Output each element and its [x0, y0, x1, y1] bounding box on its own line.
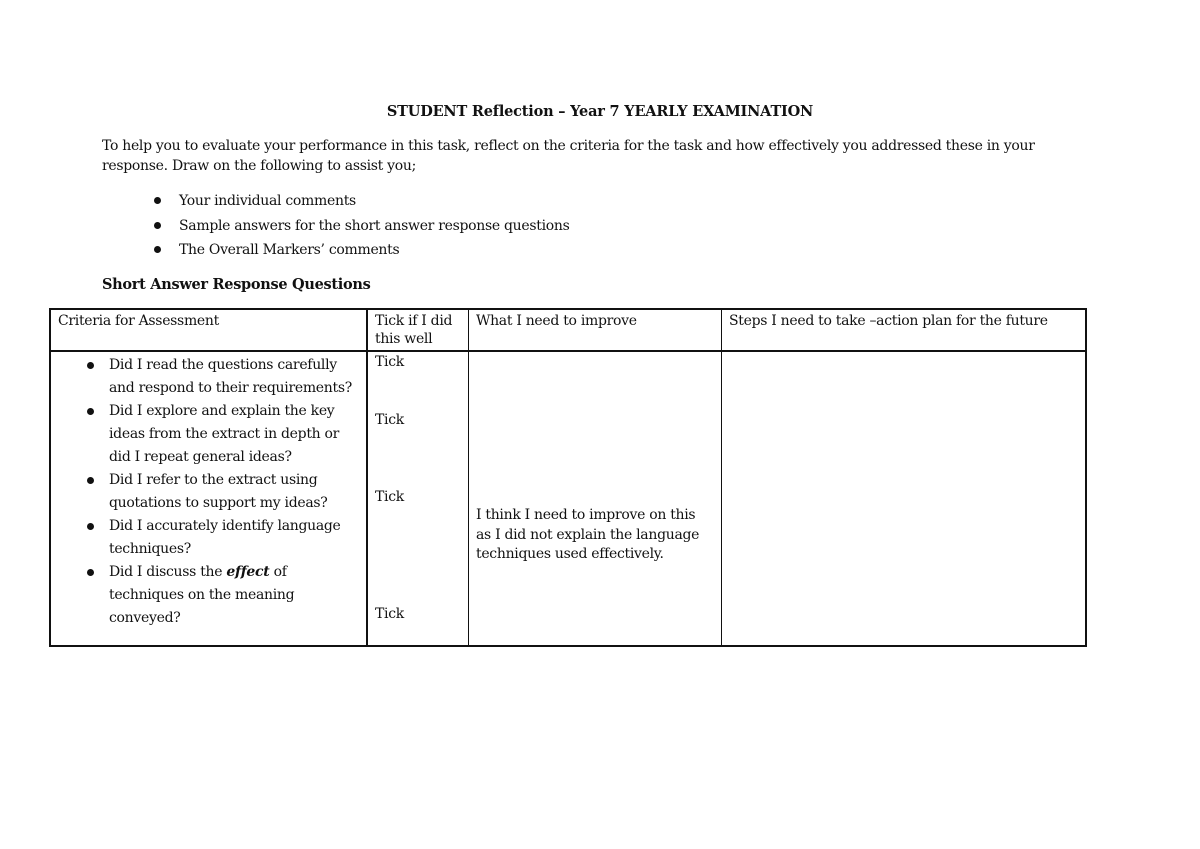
page-title: STUDENT Reflection – Year 7 YEARLY EXAMINATION [386, 103, 814, 120]
bullet-icon [87, 408, 94, 415]
criteria-text: Did I accurately identify language techniques? [109, 518, 341, 557]
criteria-item [51, 354, 366, 400]
header-steps-label: Steps I need to take –action plan for the future [729, 313, 1048, 329]
reflection-table [49, 308, 1087, 647]
header-tick-label: Tick if I did this well [375, 313, 453, 347]
table-header-row [50, 309, 1086, 351]
criteria-text: Did I read the questions carefully and respond to their requirements? [109, 357, 352, 396]
list-item-text: The Overall Markers’ comments [179, 242, 400, 258]
bullet-icon [87, 569, 94, 576]
bullet-icon [154, 222, 161, 229]
intro-paragraph: To help you to evaluate your performance in this task, reflect on the criteria for the task and how effectively you addressed these in your response. Draw on the following to assist you; [102, 138, 1035, 174]
list-item-text: Your individual comments [179, 193, 356, 209]
section-heading: Short Answer Response Questions [102, 276, 371, 293]
header-improve-label: What I need to improve [476, 313, 637, 329]
resource-list [152, 191, 570, 265]
header-tick [367, 309, 469, 351]
header-criteria [50, 309, 367, 351]
improve-text: I think I need to improve on this as I did not explain the language techniques used effectively. [476, 507, 700, 562]
criteria-text: Did I explore and explain the key ideas from the extract in depth or did I repeat general ideas? [109, 403, 340, 465]
header-steps [722, 309, 1087, 351]
criteria-item [51, 400, 366, 469]
bullet-icon [154, 197, 161, 204]
tick-label: Tick [375, 489, 404, 505]
criteria-item [51, 515, 366, 561]
tick-label: Tick [375, 412, 404, 428]
list-item-text: Sample answers for the short answer response questions [179, 217, 570, 234]
list-item [152, 191, 570, 216]
criteria-text: Did I refer to the extract using quotations to support my ideas? [109, 472, 328, 511]
tick-cell [367, 351, 469, 646]
criteria-item [51, 561, 366, 630]
criteria-text-after: of techniques on the meaning conveyed? [109, 564, 295, 626]
table-row [50, 351, 1086, 646]
bullet-icon [87, 362, 94, 369]
steps-cell [722, 351, 1087, 646]
bullet-icon [87, 477, 94, 484]
list-item [152, 240, 570, 265]
header-criteria-label: Criteria for Assessment [58, 313, 219, 329]
bullet-icon [87, 523, 94, 530]
bullet-icon [154, 246, 161, 253]
criteria-emphasis: effect [226, 564, 270, 580]
improve-cell [469, 351, 722, 646]
criteria-item [51, 469, 366, 515]
criteria-cell [50, 351, 367, 646]
criteria-list [51, 354, 366, 630]
tick-label: Tick [375, 606, 404, 622]
tick-label: Tick [375, 354, 404, 370]
criteria-text-before: Did I discuss the [109, 564, 227, 580]
list-item [152, 216, 570, 241]
header-improve [469, 309, 722, 351]
